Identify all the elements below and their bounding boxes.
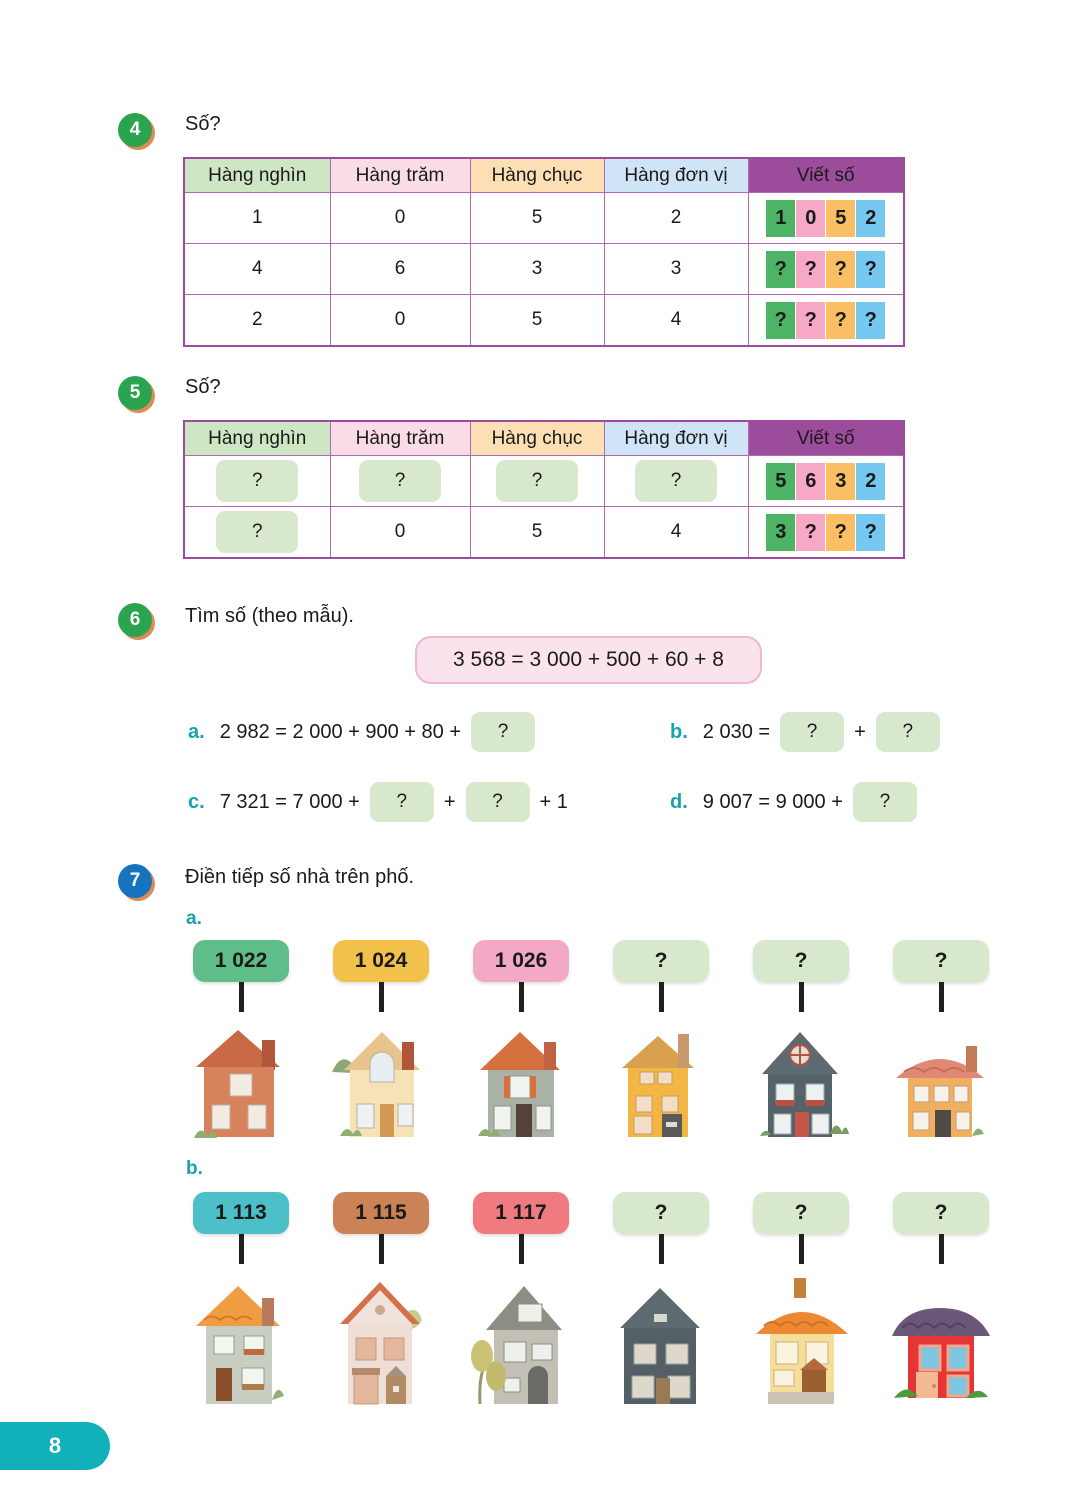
house-unit bbox=[466, 940, 576, 1152]
house-unit bbox=[746, 1192, 856, 1419]
exercise-badge-4: 4 bbox=[118, 113, 152, 147]
cell-tens: 5 bbox=[470, 193, 604, 244]
house-unit bbox=[606, 940, 716, 1152]
cell-write-number bbox=[748, 244, 904, 295]
house-illustration bbox=[186, 1264, 296, 1419]
answer-blank[interactable]: ? bbox=[466, 782, 530, 822]
cell-thousands: 4 bbox=[184, 244, 330, 295]
digit-chip-blank[interactable]: ? bbox=[826, 514, 855, 551]
sign-post bbox=[239, 1234, 244, 1264]
cell-write-number bbox=[748, 295, 904, 347]
house-illustration bbox=[746, 1264, 856, 1419]
answer-blank[interactable]: ? bbox=[370, 782, 434, 822]
digit-chip: 5 bbox=[766, 463, 795, 500]
house-unit bbox=[886, 1192, 996, 1419]
cell-hundreds: 0 bbox=[330, 193, 470, 244]
equation-operator: + bbox=[443, 790, 456, 813]
equation-text: 7 321 = 7 000 + bbox=[219, 790, 360, 813]
item-label-a: a. bbox=[188, 720, 205, 743]
digit-chip-blank[interactable]: ? bbox=[796, 302, 825, 339]
cell-thousands: 2 bbox=[184, 295, 330, 347]
cell-thousands: 1 bbox=[184, 193, 330, 244]
house-unit bbox=[326, 1192, 436, 1419]
house-unit bbox=[326, 940, 436, 1152]
header-ones: Hàng đơn vị bbox=[604, 421, 748, 456]
item-label-d: d. bbox=[670, 790, 688, 813]
answer-blank[interactable]: ? bbox=[496, 460, 578, 502]
cell-tens: 3 bbox=[470, 244, 604, 295]
equation-d bbox=[670, 782, 924, 822]
digit-chip-blank[interactable]: ? bbox=[826, 251, 855, 288]
house-number-sign-blank[interactable]: ? bbox=[753, 1192, 849, 1234]
sign-post bbox=[519, 982, 524, 1012]
cell-thousands bbox=[184, 507, 330, 559]
digit-chip-blank[interactable]: ? bbox=[856, 514, 885, 551]
house-unit bbox=[186, 940, 296, 1152]
answer-blank[interactable]: ? bbox=[853, 782, 917, 822]
sign-post bbox=[519, 1234, 524, 1264]
house-illustration bbox=[886, 1264, 996, 1419]
house-unit bbox=[606, 1192, 716, 1419]
house-unit bbox=[186, 1192, 296, 1419]
cell-ones: 2 bbox=[604, 193, 748, 244]
header-write-number: Viết số bbox=[748, 421, 904, 456]
table-row bbox=[184, 193, 904, 244]
cell-tens bbox=[470, 456, 604, 507]
house-number-sign[interactable]: 1 113 bbox=[193, 1192, 289, 1234]
digit-chip-strip bbox=[749, 295, 904, 345]
house-illustration bbox=[746, 1012, 856, 1152]
house-number-sign-blank[interactable]: ? bbox=[613, 940, 709, 982]
house-illustration bbox=[326, 1264, 436, 1419]
sample-equation-box: 3 568 = 3 000 + 500 + 60 + 8 bbox=[415, 636, 762, 684]
digit-chip: 2 bbox=[856, 200, 885, 237]
house-number-sign[interactable]: 1 117 bbox=[473, 1192, 569, 1234]
answer-blank[interactable]: ? bbox=[216, 460, 298, 502]
house-unit bbox=[466, 1192, 576, 1419]
cell-hundreds: 0 bbox=[330, 295, 470, 347]
sign-post bbox=[659, 982, 664, 1012]
answer-blank[interactable]: ? bbox=[635, 460, 717, 502]
header-write-number: Viết số bbox=[748, 158, 904, 193]
cell-ones: 3 bbox=[604, 244, 748, 295]
house-row-a bbox=[186, 940, 996, 1152]
equation-text: 2 982 = 2 000 + 900 + 80 + bbox=[219, 720, 462, 743]
cell-write-number bbox=[748, 507, 904, 559]
table-row bbox=[184, 244, 904, 295]
digit-chip-strip bbox=[749, 193, 904, 243]
header-tens: Hàng chục bbox=[470, 158, 604, 193]
table-row bbox=[184, 295, 904, 347]
header-ones: Hàng đơn vị bbox=[604, 158, 748, 193]
digit-chip-strip bbox=[749, 456, 904, 506]
digit-chip-blank[interactable]: ? bbox=[856, 302, 885, 339]
cell-thousands bbox=[184, 456, 330, 507]
sign-post bbox=[659, 1234, 664, 1264]
sign-post bbox=[799, 1234, 804, 1264]
house-number-sign-blank[interactable]: ? bbox=[893, 1192, 989, 1234]
house-row-b bbox=[186, 1192, 996, 1419]
table-header-row bbox=[184, 158, 904, 193]
house-illustration bbox=[466, 1264, 576, 1419]
answer-blank[interactable]: ? bbox=[471, 712, 535, 752]
answer-blank[interactable]: ? bbox=[876, 712, 940, 752]
house-number-sign-blank[interactable]: ? bbox=[753, 940, 849, 982]
exercise-title-7: Điền tiếp số nhà trên phố. bbox=[185, 866, 415, 888]
house-number-sign-blank[interactable]: ? bbox=[893, 940, 989, 982]
equation-b bbox=[670, 712, 947, 752]
cell-write-number bbox=[748, 193, 904, 244]
exercise-badge-7: 7 bbox=[118, 864, 152, 898]
equation-text: 2 030 = bbox=[702, 720, 771, 743]
digit-chip: 2 bbox=[856, 463, 885, 500]
cell-ones: 4 bbox=[604, 507, 748, 559]
digit-chip: 3 bbox=[826, 463, 855, 500]
exercise-title-4: Số? bbox=[185, 113, 221, 135]
place-value-table-5 bbox=[183, 420, 905, 559]
sign-post bbox=[379, 982, 384, 1012]
cell-write-number bbox=[748, 456, 904, 507]
digit-chip-blank[interactable]: ? bbox=[796, 514, 825, 551]
equation-tail: + 1 bbox=[539, 790, 568, 813]
digit-chip-blank[interactable]: ? bbox=[856, 251, 885, 288]
header-thousands: Hàng nghìn bbox=[184, 158, 330, 193]
sign-post bbox=[379, 1234, 384, 1264]
answer-blank[interactable]: ? bbox=[216, 511, 298, 553]
exercise-title-5: Số? bbox=[185, 376, 221, 398]
answer-blank[interactable]: ? bbox=[359, 460, 441, 502]
digit-chip: 0 bbox=[796, 200, 825, 237]
table-header-row bbox=[184, 421, 904, 456]
house-number-sign[interactable]: 1 026 bbox=[473, 940, 569, 982]
house-unit bbox=[886, 940, 996, 1152]
cell-hundreds: 0 bbox=[330, 507, 470, 559]
house-illustration bbox=[606, 1012, 716, 1152]
house-illustration bbox=[606, 1264, 716, 1419]
header-thousands: Hàng nghìn bbox=[184, 421, 330, 456]
table-row bbox=[184, 507, 904, 559]
sign-post bbox=[939, 1234, 944, 1264]
cell-tens: 5 bbox=[470, 295, 604, 347]
group-label-b: b. bbox=[186, 1158, 203, 1179]
house-illustration bbox=[326, 1012, 436, 1152]
house-illustration bbox=[466, 1012, 576, 1152]
equation-text: 9 007 = 9 000 + bbox=[702, 790, 843, 813]
house-number-sign[interactable]: 1 022 bbox=[193, 940, 289, 982]
house-illustration bbox=[886, 1012, 996, 1152]
house-illustration bbox=[186, 1012, 296, 1152]
sign-post bbox=[939, 982, 944, 1012]
equation-a bbox=[188, 712, 542, 752]
digit-chip-blank[interactable]: ? bbox=[766, 251, 795, 288]
page-number-badge: 8 bbox=[0, 1422, 110, 1470]
group-label-a: a. bbox=[186, 908, 202, 929]
house-number-sign[interactable]: 1 115 bbox=[333, 1192, 429, 1234]
table-row bbox=[184, 456, 904, 507]
digit-chip-blank[interactable]: ? bbox=[796, 251, 825, 288]
exercise-title-6: Tìm số (theo mẫu). bbox=[185, 605, 354, 627]
header-hundreds: Hàng trăm bbox=[330, 158, 470, 193]
digit-chip: 6 bbox=[796, 463, 825, 500]
digit-chip-strip bbox=[749, 244, 904, 294]
header-tens: Hàng chục bbox=[470, 421, 604, 456]
item-label-b: b. bbox=[670, 720, 688, 743]
equation-c bbox=[188, 782, 571, 822]
item-label-c: c. bbox=[188, 790, 205, 813]
sign-post bbox=[239, 982, 244, 1012]
exercise-badge-6: 6 bbox=[118, 603, 152, 637]
digit-chip: 1 bbox=[766, 200, 795, 237]
equation-operator: + bbox=[854, 720, 866, 743]
cell-hundreds bbox=[330, 456, 470, 507]
cell-ones bbox=[604, 456, 748, 507]
digit-chip: 3 bbox=[766, 514, 795, 551]
cell-tens: 5 bbox=[470, 507, 604, 559]
house-number-sign[interactable]: 1 024 bbox=[333, 940, 429, 982]
digit-chip-strip bbox=[749, 507, 904, 557]
house-unit bbox=[746, 940, 856, 1152]
exercise-badge-5: 5 bbox=[118, 376, 152, 410]
digit-chip: 5 bbox=[826, 200, 855, 237]
house-number-sign-blank[interactable]: ? bbox=[613, 1192, 709, 1234]
cell-hundreds: 6 bbox=[330, 244, 470, 295]
digit-chip-blank[interactable]: ? bbox=[766, 302, 795, 339]
place-value-table-4 bbox=[183, 157, 905, 347]
header-hundreds: Hàng trăm bbox=[330, 421, 470, 456]
sign-post bbox=[799, 982, 804, 1012]
cell-ones: 4 bbox=[604, 295, 748, 347]
answer-blank[interactable]: ? bbox=[780, 712, 844, 752]
digit-chip-blank[interactable]: ? bbox=[826, 302, 855, 339]
